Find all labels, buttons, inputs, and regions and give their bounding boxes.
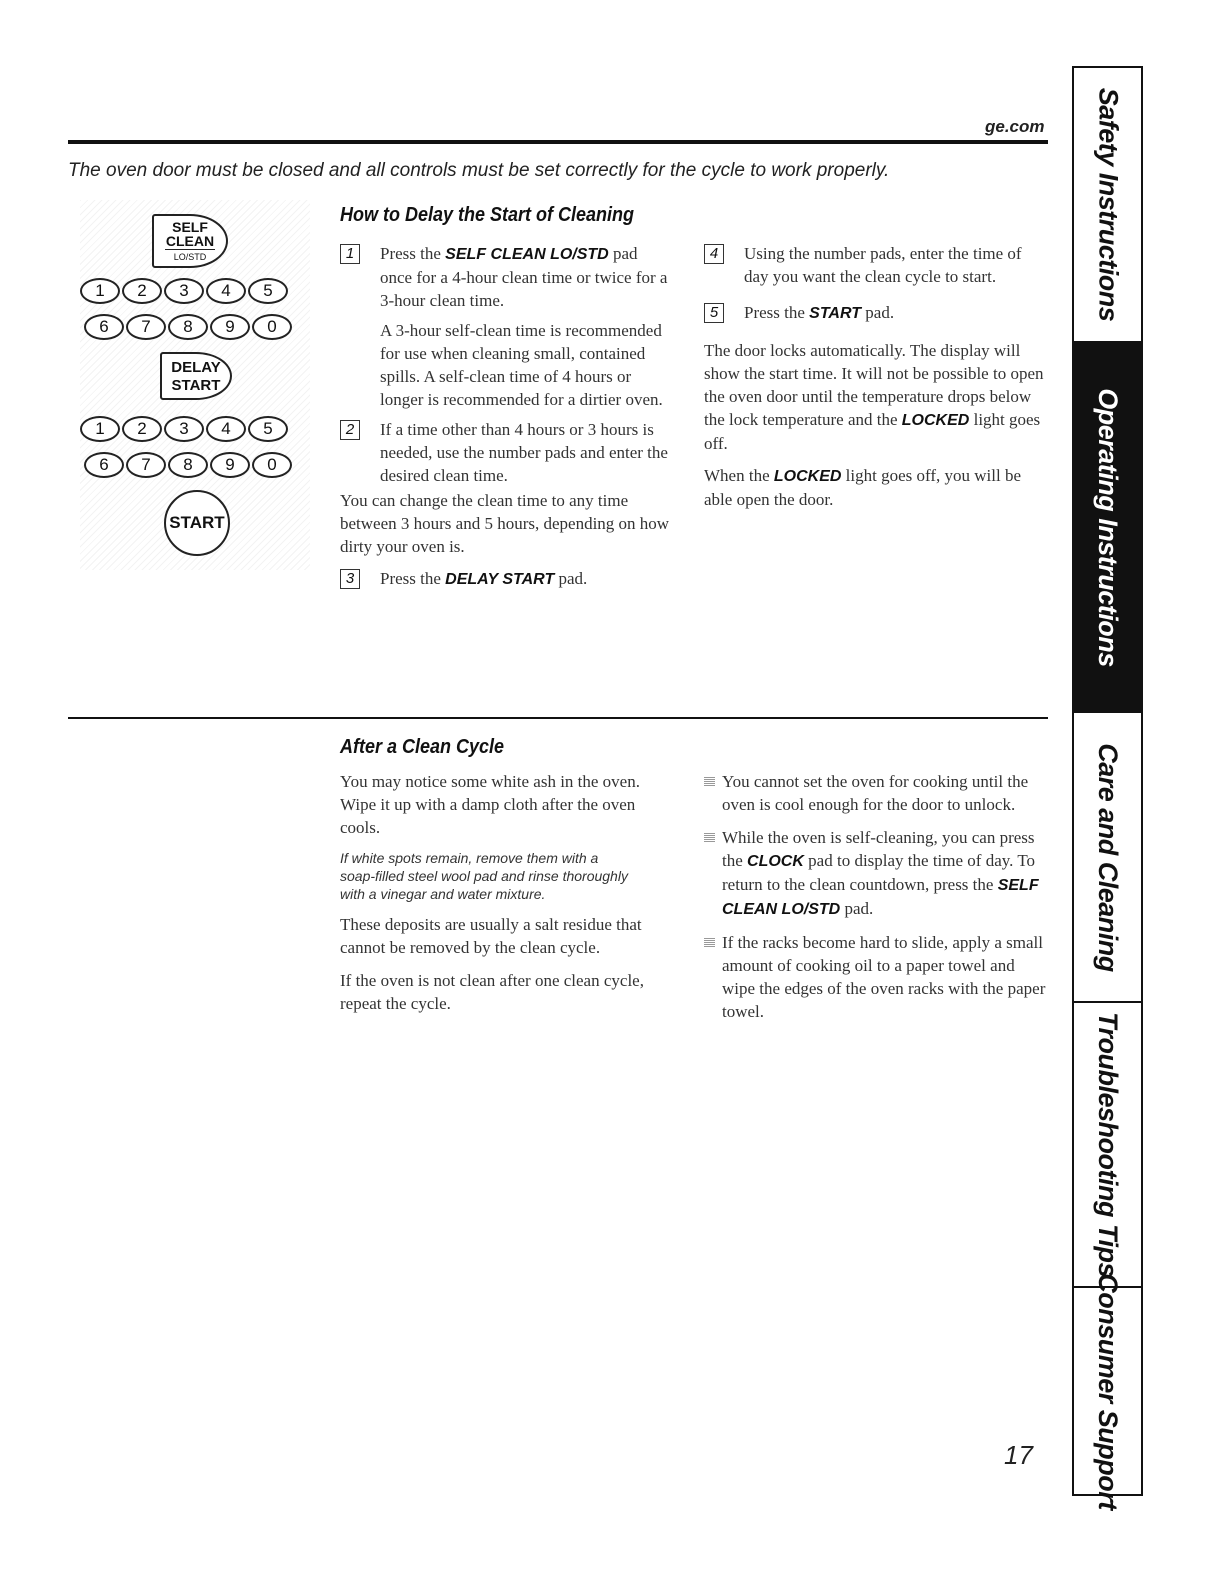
self-clean-pad-line1: SELF (172, 219, 208, 235)
number-pad-5: 5 (248, 278, 288, 304)
locked-light-note: When the LOCKED light goes off, you will be able open the door. (704, 466, 1022, 509)
number-pad-7: 7 (126, 452, 166, 478)
after-column-left (340, 770, 670, 1015)
bullet-marker (704, 832, 715, 842)
step-5-number: 5 (704, 303, 724, 323)
bullet-marker (704, 937, 715, 947)
after-heading: After a Clean Cycle (340, 736, 505, 758)
delay-start-pad (160, 352, 232, 400)
header-rule (68, 140, 1048, 144)
tab-troubleshooting-tips[interactable]: Troubleshooting Tips (1074, 1003, 1141, 1288)
control-panel-illustration (80, 200, 310, 570)
step-4 (704, 242, 1049, 288)
after-bullet-3: If the racks become hard to slide, apply a small amount of cooking oil to a paper towel and wipe the edges of the oven racks with the paper towel. (704, 931, 1049, 1023)
number-pad-3: 3 (164, 278, 204, 304)
after-para-1: You may notice some white ash in the oven. Wipe it up with a damp cloth after the oven cools. (340, 772, 640, 837)
section-rule (68, 717, 1048, 719)
door-lock-note: The door locks automatically. The display will show the start time. It will not be possible to open the oven door until the temperature drops below the lock temperature and the LOCKED light goes off. (704, 341, 1044, 453)
after-tip: If white spots remain, remove them with a soap-filled steel wool pad and rinse thoroughly with a vinegar and water mixture. (340, 850, 628, 902)
after-bullet-1: You cannot set the oven for cooking until the oven is cool enough for the door to unlock. (704, 770, 1049, 816)
step-1-note: A 3-hour self-clean time is recommended for use when cleaning small, contained spills. A self-clean time of 4 hours or longer is recommended for a dirtier oven. (380, 321, 663, 409)
step-3-number: 3 (340, 569, 360, 589)
number-pad-9: 9 (210, 314, 250, 340)
step-1-text: Press the SELF CLEAN LO/STD pad once for a 4-hour clean time or twice for a 3-hour clean time. (380, 244, 668, 310)
number-pad-3: 3 (164, 416, 204, 442)
number-pad-6: 6 (84, 452, 124, 478)
number-pad-0: 0 (252, 452, 292, 478)
tab-care-and-cleaning[interactable]: Care and Cleaning (1074, 713, 1141, 1003)
tab-consumer-support[interactable]: Consumer Support (1093, 1272, 1124, 1510)
start-pad: START (164, 490, 230, 556)
delay-column-left (340, 242, 670, 591)
page-number: 17 (1004, 1440, 1033, 1470)
after-para-4: If the oven is not clean after one clean cycle, repeat the cycle. (340, 971, 644, 1013)
number-pad-1: 1 (80, 416, 120, 442)
tab-safety-instructions[interactable]: Safety Instructions (1074, 68, 1141, 343)
step-3-text: Press the DELAY START pad. (380, 569, 588, 588)
number-pad-1: 1 (80, 278, 120, 304)
delay-column-right (704, 242, 1049, 511)
number-pad-8: 8 (168, 452, 208, 478)
self-clean-pad-line2: CLEAN (165, 233, 215, 249)
number-pad-2: 2 (122, 416, 162, 442)
after-bullet-2: While the oven is self-cleaning, you can press the CLOCK pad to display the time of day. To return to the clean countdown, press the SELF CLEAN LO/STD pad. (704, 826, 1049, 921)
step-1-number: 1 (340, 244, 360, 264)
bullet-marker (704, 776, 715, 786)
step-1 (340, 242, 670, 312)
number-pad-8: 8 (168, 314, 208, 340)
step-2-number: 2 (340, 420, 360, 440)
delay-start-pad-line2: START (171, 377, 221, 394)
number-pad-9: 9 (210, 452, 250, 478)
change-time-note: You can change the clean time to any time between 3 hours and 5 hours, depending on how dirty your oven is. (340, 491, 670, 556)
intro-warning: The oven door must be closed and all controls must be set correctly for the cycle to work properly. (68, 160, 890, 181)
step-2-text: If a time other than 4 hours or 3 hours is needed, use the number pads and enter the desired clean time. (380, 420, 668, 485)
number-pad-7: 7 (126, 314, 166, 340)
delay-start-pad-line1: DELAY (171, 359, 221, 376)
step-5 (704, 301, 1049, 325)
self-clean-pad-line3: LO/STD (165, 249, 215, 264)
number-pad-4: 4 (206, 416, 246, 442)
step-3 (340, 567, 670, 591)
delay-heading: How to Delay the Start of Cleaning (340, 204, 635, 226)
step-4-number: 4 (704, 244, 724, 264)
number-pad-5: 5 (248, 416, 288, 442)
after-column-right (704, 770, 1049, 1023)
number-pad-2: 2 (122, 278, 162, 304)
section-tabs (1072, 66, 1143, 1510)
site-url: ge.com (985, 117, 1045, 136)
after-para-3: These deposits are usually a salt residue that cannot be removed by the clean cycle. (340, 915, 642, 957)
number-pad-6: 6 (84, 314, 124, 340)
step-2 (340, 418, 670, 487)
self-clean-pad (152, 214, 228, 268)
step-4-text: Using the number pads, enter the time of day you want the clean cycle to start. (744, 244, 1022, 286)
number-pad-4: 4 (206, 278, 246, 304)
step-5-text: Press the START pad. (744, 303, 895, 322)
number-pad-0: 0 (252, 314, 292, 340)
tab-operating-instructions[interactable]: Operating Instructions (1074, 343, 1141, 713)
